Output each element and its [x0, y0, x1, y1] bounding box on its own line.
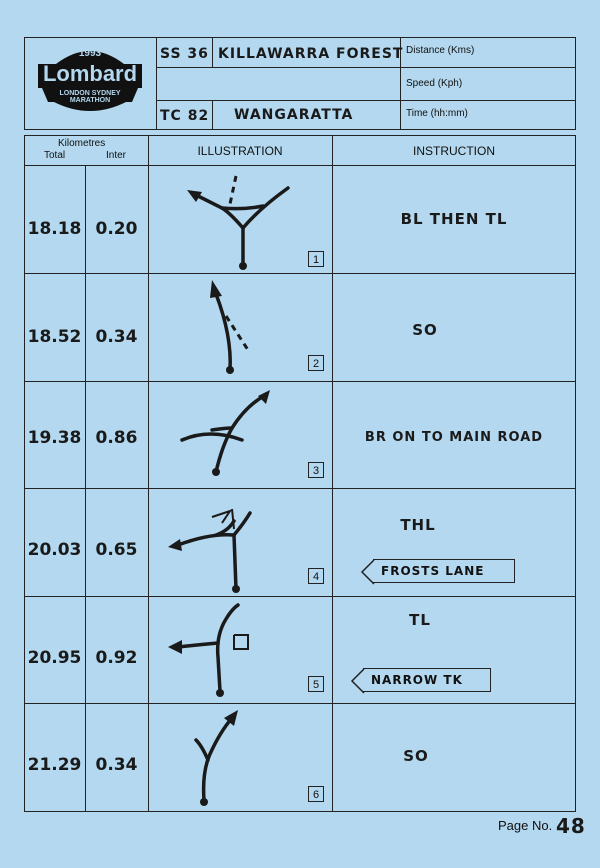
row6-inter: 0.34	[95, 755, 138, 775]
row3-inter: 0.86	[95, 428, 138, 448]
page-number: 48	[556, 814, 586, 838]
row1-instruction: BL THEN TL	[400, 210, 508, 228]
logo-brand: Lombard	[42, 61, 138, 86]
row4-sign: FROSTS LANE	[373, 559, 515, 583]
col-divider-illus	[332, 135, 333, 812]
row3-illustration	[150, 384, 330, 488]
ss-name: KILLAWARRA FOREST	[218, 46, 404, 62]
ss-label: SS 36	[160, 46, 209, 62]
header-row-bottom	[24, 165, 576, 166]
row1-number: 1	[308, 251, 324, 267]
row1-inter: 0.20	[95, 219, 138, 239]
page-label: Page No.	[498, 818, 553, 833]
col-instruction: INSTRUCTION	[413, 144, 495, 158]
row4-inter: 0.65	[95, 540, 138, 560]
row3-number: 3	[308, 462, 324, 478]
row4-total: 20.03	[27, 540, 82, 560]
logo-year: 1993	[78, 48, 102, 59]
row2-total: 18.52	[27, 327, 82, 347]
col-divider-km	[148, 135, 149, 812]
row2-inter: 0.34	[95, 327, 138, 347]
distance-label: Distance (Kms)	[406, 45, 475, 56]
logo-subtitle: LONDON SYDNEY MARATHON	[59, 90, 121, 104]
row6-number: 6	[308, 786, 324, 802]
row6-illustration	[150, 706, 330, 810]
header-row-line1	[156, 67, 576, 68]
row2-illustration	[150, 276, 330, 380]
col-kilometres: Kilometres	[58, 138, 106, 149]
row-line-3	[24, 488, 576, 489]
row4-instruction: THL	[400, 516, 436, 534]
row-line-4	[24, 596, 576, 597]
col-illustration: ILLUSTRATION	[197, 144, 283, 158]
row5-illustration	[150, 599, 330, 703]
row6-instruction: SO	[403, 747, 429, 765]
row5-sign: NARROW TK	[363, 668, 491, 692]
row-line-2	[24, 381, 576, 382]
row6-total: 21.29	[27, 755, 82, 775]
row4-illustration	[150, 491, 330, 595]
row3-instruction: BR ON TO MAIN ROAD	[364, 430, 544, 445]
row5-total: 20.95	[27, 648, 82, 668]
row5-inter: 0.92	[95, 648, 138, 668]
row-line-5	[24, 703, 576, 704]
row3-total: 19.38	[27, 428, 82, 448]
header-row-line2	[156, 100, 576, 101]
tc-name: WANGARATTA	[234, 107, 354, 123]
lombard-logo	[34, 44, 146, 122]
row5-number: 5	[308, 676, 324, 692]
header-divider-label	[212, 37, 213, 67]
row-line-1	[24, 273, 576, 274]
col-total: Total	[44, 150, 66, 161]
row5-instruction: TL	[409, 611, 431, 629]
row2-instruction: SO	[412, 321, 438, 339]
row1-total: 18.18	[27, 219, 82, 239]
row4-number: 4	[308, 568, 324, 584]
col-inter: Inter	[106, 150, 127, 161]
header-divider-label2	[212, 100, 213, 130]
tc-label: TC 82	[160, 108, 210, 124]
speed-label: Speed (Kph)	[406, 78, 463, 89]
header-divider-logo	[156, 37, 157, 130]
time-label: Time (hh:mm)	[406, 108, 468, 119]
row1-illustration	[150, 168, 330, 272]
row2-number: 2	[308, 355, 324, 371]
